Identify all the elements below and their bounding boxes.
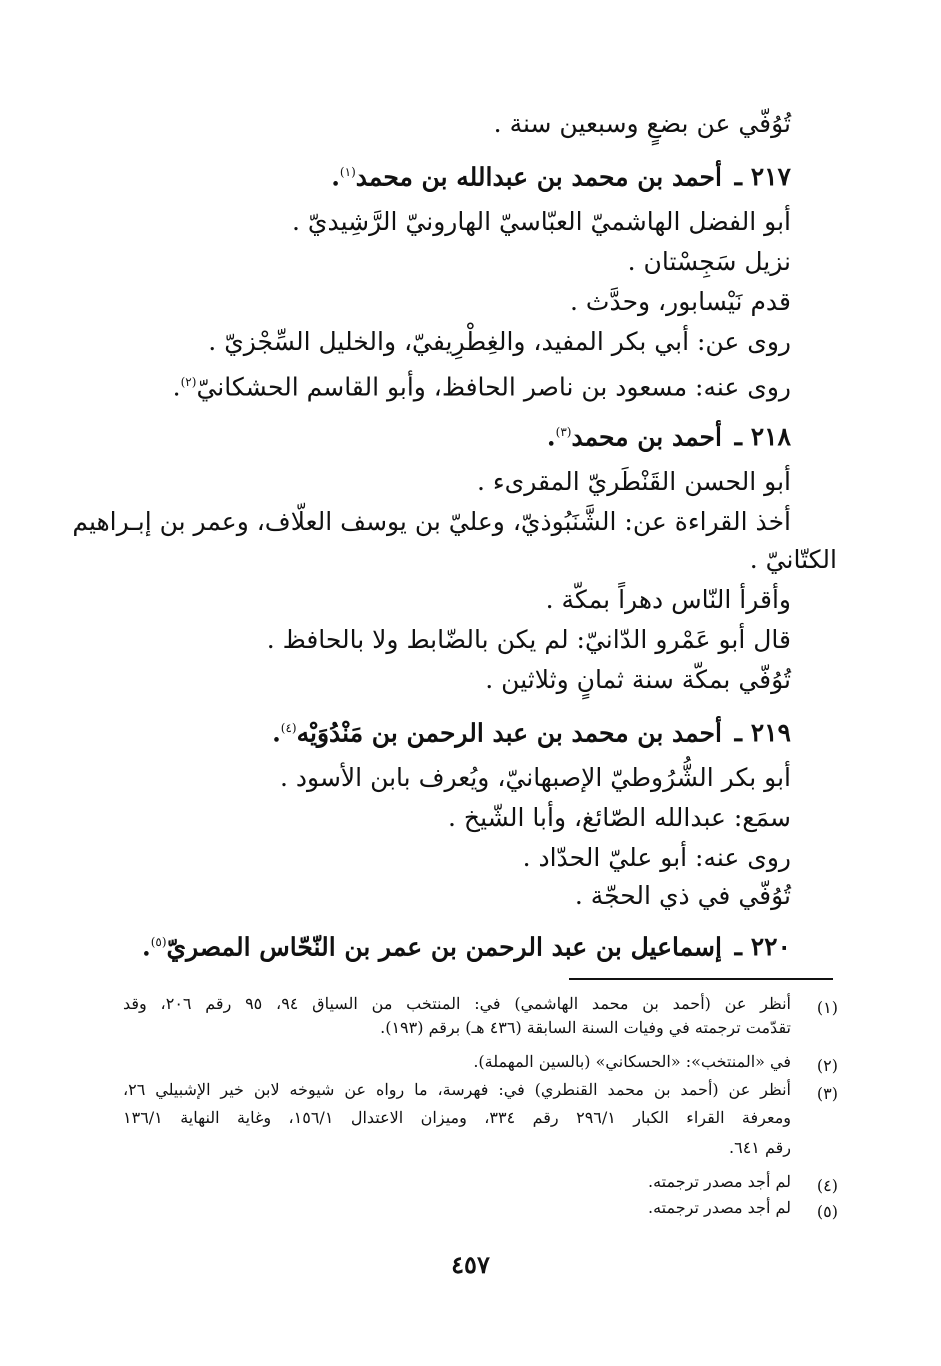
entry-heading-218: ٢١٨ ـ أحمد بن محمد$^{(٣)}$.	[546, 422, 791, 452]
footnote-number: (٢)	[816, 1056, 838, 1075]
text-line: تُوُفّي عن بضعٍ وسبعين سنة .	[493, 109, 791, 138]
text-line: أبو بكر الشُّرُوطيّ الإصبهانيّ، ويُعرف بابن الأسود .	[280, 763, 791, 792]
text-line: وأقرأ النّاس دهراً بمكّة .	[545, 585, 791, 614]
text-line: تُوُفّي بمكّة سنة ثمانٍ وثلاثين .	[485, 665, 791, 694]
entry-name: إسماعيل بن عبد الرحمن بن عمر بن النّحّاس المصريّ	[166, 932, 722, 962]
text-line: تُوُفّي في ذي الحجّة .	[574, 881, 791, 910]
entry-heading-219: ٢١٩ ـ أحمد بن محمد بن عبد الرحمن بن مَنْدُوَيْه$^{(٤)}$.	[272, 718, 791, 748]
footnote-number: (٤)	[816, 1176, 838, 1195]
text-line: أبو الحسن القَنْطَريّ المقرىء .	[477, 467, 791, 496]
entry-number: ٢١٩ ـ	[734, 718, 791, 748]
text-line: روى عن: أبي بكر المفيد، والغِطْرِيفيّ، والخليل السِّجْزيّ .	[208, 327, 791, 356]
entry-heading-217: ٢١٧ ـ أحمد بن محمد بن عبدالله بن محمد$^{(١)}$.	[331, 162, 791, 192]
entry-heading-220: ٢٢٠ ـ إسماعيل بن عبد الرحمن بن عمر بن النّحّاس المصريّ$^{(٥)}$.	[141, 932, 791, 962]
text-line: الكتّانيّ .	[749, 545, 837, 574]
text-line: روى عنه: أبو عليّ الحدّاد .	[522, 843, 791, 872]
footnote-text: أنظر عن (أحمد بن محمد الهاشمي) في: المنتخب من السياق ٩٤، ٩٥ رقم ٢٠٦، وقد	[123, 994, 792, 1013]
footnote-ref[interactable]: (٤)	[280, 721, 297, 735]
entry-number: ٢١٧ ـ	[734, 162, 791, 192]
entry-number: ٢١٨ ـ	[734, 422, 791, 452]
footnote-number: (١)	[816, 998, 838, 1017]
footnote-text: لم أجد مصدر ترجمته.	[648, 1198, 791, 1217]
entry-number: ٢٢٠ ـ	[734, 932, 791, 962]
text-line: أخذ القراءة عن: الشَّنَبُوذيّ، وعليّ بن يوسف العلّاف، وعمر بن إبـراهيم	[72, 507, 791, 536]
footnote-ref[interactable]: (١)	[339, 165, 356, 179]
entry-name: أحمد بن محمد	[571, 422, 722, 452]
text-line: روى عنه: مسعود بن ناصر الحافظ، وأبو القاسم الحشكانيّ$^{(٢)}$.	[172, 372, 791, 402]
footnote-text: رقم ٦٤١.	[729, 1138, 791, 1157]
footnote-text: أنظر عن (أحمد بن محمد القنطري) في: فهرسة، ما رواه عن شيوخه لابن خير الإشبيلي ٢٦،	[123, 1080, 791, 1099]
footnote-text: تقدّمت ترجمته في وفيات السنة السابقة (٤٣٦ هـ) برقم (١٩٣).	[380, 1018, 791, 1037]
footnote-text: في «المنتخب»: «الحسكاني» (بالسين المهملة).	[473, 1052, 791, 1071]
footnote-number: (٣)	[816, 1084, 838, 1103]
footnote-ref[interactable]: (٢)	[180, 375, 197, 389]
text-line: أبو الفضل الهاشميّ العبّاسيّ الهارونيّ الرَّشِيديّ .	[292, 207, 791, 236]
footnote-ref[interactable]: (٥)	[150, 935, 167, 949]
entry-name: أحمد بن محمد بن عبدالله بن محمد	[355, 162, 722, 192]
footnote-number: (٥)	[816, 1202, 838, 1221]
footnote-text: ومعرفة القراء الكبار ٢٩٦/١ رقم ٣٣٤، وميزان الاعتدال ١٥٦/١، وغاية النهاية ١٣٦/١	[123, 1108, 792, 1127]
text-line: سمَع: عبدالله الصّائغ، وأبا الشّيخ .	[448, 803, 791, 832]
footnote-text: لم أجد مصدر ترجمته.	[648, 1172, 791, 1191]
footnote-separator	[569, 978, 833, 980]
text-line: قال أبو عَمْرو الدّانيّ: لم يكن بالضّابط ولا بالحافظ .	[266, 625, 791, 654]
entry-name: أحمد بن محمد بن عبد الرحمن بن مَنْدُوَيْه	[296, 718, 722, 748]
text-line: قدم نَيْسابور، وحدَّث .	[570, 287, 791, 316]
page-number: ٤٥٧	[451, 1250, 490, 1279]
text-line: نزيل سَجِسْتان .	[627, 247, 791, 276]
footnote-ref[interactable]: (٣)	[555, 425, 572, 439]
